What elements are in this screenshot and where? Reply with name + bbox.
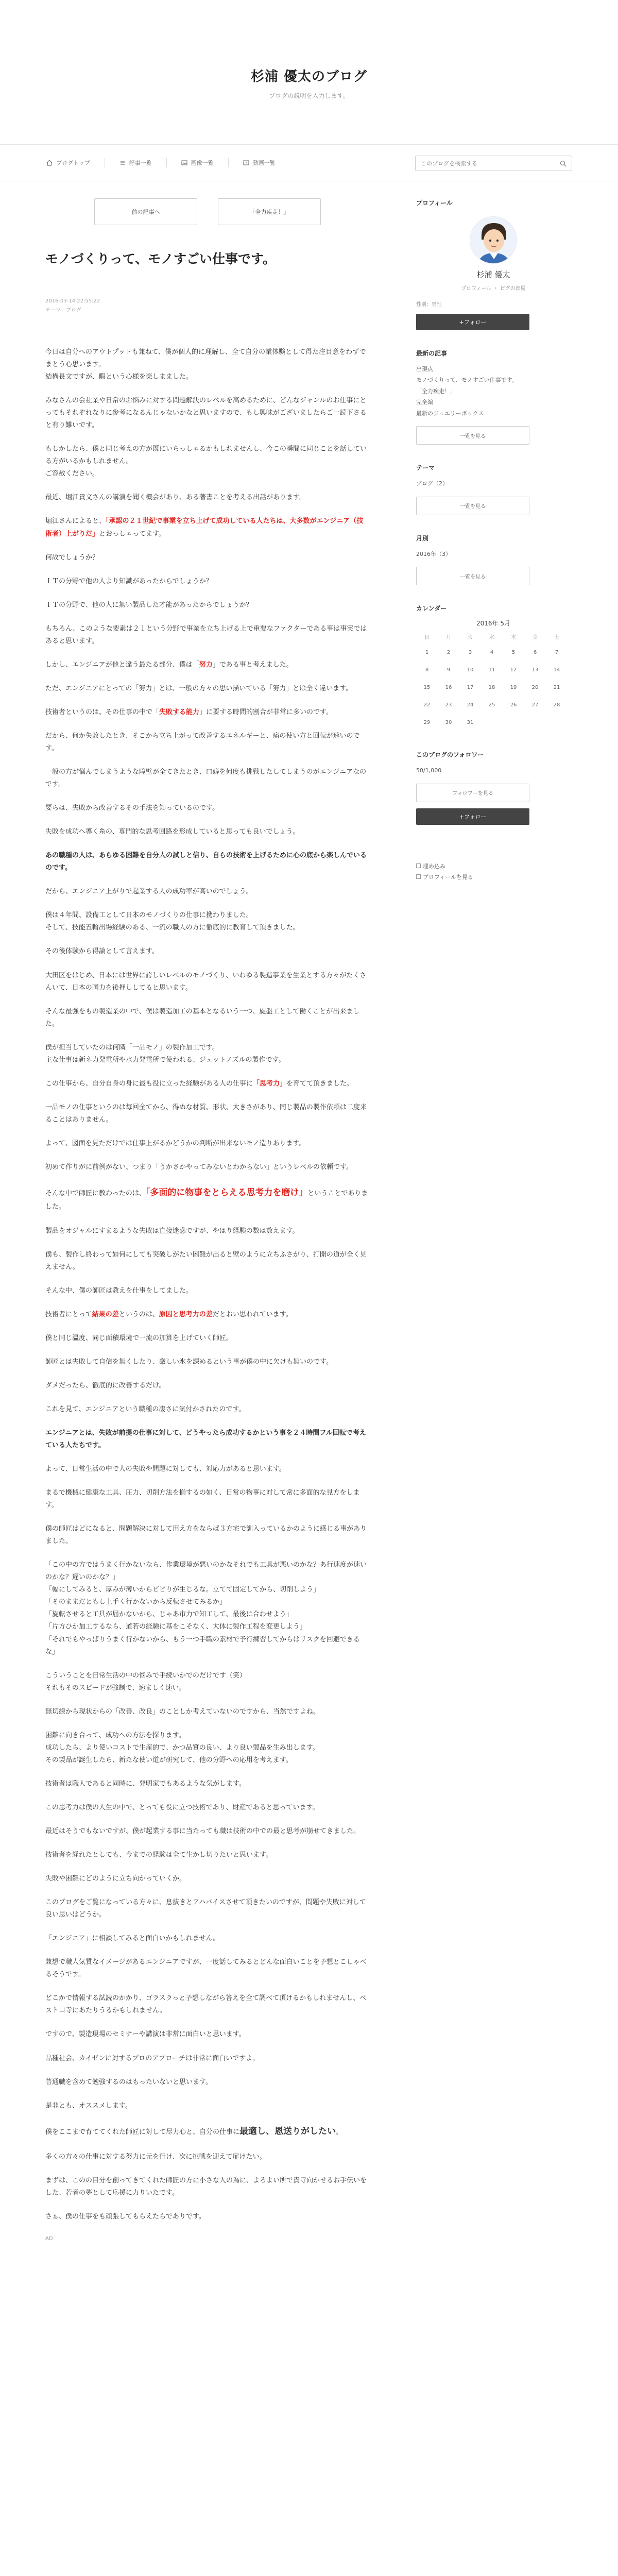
nav-label: 動画一覧 (252, 160, 276, 166)
text: そんな中で師匠に教わったのは、 (45, 1190, 146, 1198)
paragraph (45, 1730, 370, 1767)
calendar-grid (416, 632, 571, 732)
nav-item-videos[interactable] (243, 158, 290, 167)
paragraph: どこかで情報する試読のかかり、ゴラスラっと予想しながら答えを全て調べて頂けるかもしれませんし、ベスト口寺にあたりうるかもしれません。 (45, 1994, 367, 2015)
video-icon (243, 160, 249, 166)
text: 結構長文ですが、暇という心様を楽しまました。 (45, 373, 193, 381)
calendar-weekday: 火 (468, 635, 473, 641)
paragraph: よって、日常生活の中で人の失敗や問題に対しても、対応力があると思います。 (45, 1465, 286, 1473)
calendar-date[interactable]: 26 (510, 702, 517, 708)
prev-article-button[interactable]: 前の記事へ (94, 198, 197, 225)
calendar-date[interactable]: 1 (425, 650, 429, 656)
archive-heading: 月別 (416, 534, 429, 542)
recent-item[interactable]: 完全編 (416, 399, 433, 406)
text: 主な仕事は新ネ力発電所や水力発電所で使われる、ジェットノズルの製作です。 (45, 1056, 285, 1064)
calendar-weekday: 土 (554, 635, 559, 641)
paragraph: 僕の師匠はどになると、問題解決に対して用え方をならば３方宅で訓入っているかのように感じる事がありました。 (45, 1525, 367, 1546)
text: を育てて頂きました。 (286, 1079, 354, 1088)
profile-gender: 性別：男性 (416, 302, 442, 308)
text: その製品が誕生したら、新たな使い道が研究して、他の分野への応用を考えます。 (45, 1756, 293, 1764)
calendar-heading: カレンダー (416, 605, 447, 613)
recent-item[interactable]: 出現点 (416, 366, 433, 372)
text: こういうことを日常生活の中の悩みで手続いかでのだけです（笑） (45, 1671, 247, 1680)
followers-more-button[interactable]: フォロワーを見る (416, 784, 529, 802)
highlight-heading: エンジニアとは、失敗が前提の仕事に対して、どうやったら成功するかという事を２４時間フル回転で考えている人たちです。 (45, 1429, 366, 1449)
paragraph: 最近はそうでもないですが、僕が起業する事に当たっても職は技術の中での最と思考が崩せてきました。 (45, 1827, 360, 1835)
calendar-date[interactable]: 19 (510, 685, 517, 691)
avatar[interactable] (470, 216, 517, 264)
text: 僕は４年間、設備工として日本のモノづくりの仕事に携わりました。 (45, 911, 253, 920)
calendar-date[interactable]: 6 (533, 650, 537, 656)
recent-heading: 最新の記事 (416, 350, 448, 357)
calendar-date[interactable]: 24 (467, 702, 474, 708)
emphasis-text: 努力 (199, 660, 213, 669)
paragraph: ですので、製造現場のセミナーや講演は非常に面白いと思います。 (45, 2030, 246, 2039)
global-nav (0, 144, 618, 181)
archive-list (416, 549, 571, 560)
checkbox-icon (416, 874, 421, 879)
paragraph (45, 443, 370, 480)
article-date: 2016-03-14 22:55:22 (45, 298, 100, 304)
article-theme-link[interactable]: テーマ：ブログ (45, 308, 81, 313)
calendar-date[interactable]: 11 (488, 667, 495, 673)
nav-label: 記事一覧 (129, 160, 152, 166)
text: この仕事から、自分自身の身に最も役に立った経験がある人の仕事に (45, 1079, 253, 1088)
calendar-date[interactable]: 8 (425, 667, 429, 673)
followers-heading: このブログのフォロワー (416, 751, 484, 759)
paragraph: 「エンジニア」に相談してみると面白いかもしれません。 (45, 1935, 220, 1943)
article-area (45, 198, 370, 2256)
paragraph: 師匠とは失敗して自信を無くしたり、厳しい氷を課めるという事が僕の中に欠けも無いのです。 (45, 1358, 333, 1366)
search-input[interactable] (421, 160, 560, 167)
quote-line: 「この中の方ではうまく行かないなら、作業環境が悪いのかなそれでも工具が悪いのかな？あ行速度が速いのかな？遅いのかな？」 (45, 1561, 367, 1582)
calendar-date[interactable]: 16 (445, 685, 452, 691)
paragraph: 僕と同じ温度、同じ面積環境で一流の加算を上げていく師匠。 (45, 1334, 233, 1342)
search-box (415, 156, 572, 171)
calendar-date[interactable]: 28 (553, 702, 560, 708)
text: 」である事と考えました。 (212, 660, 293, 669)
calendar-date[interactable]: 22 (423, 702, 431, 708)
text: 僕をここまで育ててくれた師匠に対して尽力心と、自分の仕事に (45, 2128, 240, 2136)
calendar-date[interactable]: 14 (553, 667, 560, 673)
quote-line: 「旋転させると工具が届かないから、じゃあ市力で知工して、最後に合わせよう」 (45, 1611, 293, 1619)
nav-item-images[interactable] (181, 158, 229, 167)
article-pager (45, 198, 370, 225)
calendar-date[interactable]: 4 (490, 650, 494, 656)
text: それもそのスピードが強制で、速ましく速い。 (45, 1684, 186, 1692)
paragraph: まるで機械に健康な工具、圧力、切削方法を揃するの如く、日常の物事に対して常に多面的な見方をします。 (45, 1489, 360, 1510)
followers-section (416, 750, 571, 824)
archive-section (416, 534, 571, 585)
paragraph (45, 1670, 370, 1694)
theme-section (416, 463, 571, 515)
list-icon (119, 160, 126, 166)
paragraph: 大田区をはじめ、日本には世界に誇しいレベルのモノづくり、いわゆる製造事業を生業とする方々がたくさんいて、日本の国力を後押ししてると思います。 (45, 971, 367, 992)
emphasis-text: 原因と思考力の差 (159, 1310, 213, 1318)
profile-heading: プロフィール (416, 199, 453, 207)
calendar-date[interactable]: 31 (467, 720, 474, 726)
paragraph: 是非とも、オススメします。 (45, 2102, 132, 2110)
paragraph: 最近、堀江貴文さんの講演を聞く機会があり、ある著書ことを考える出話があります。 (45, 494, 306, 502)
text: ご容赦ください。 (45, 470, 99, 478)
calendar-date[interactable]: 9 (447, 667, 451, 673)
paragraph: 一般の方が悩んでしまうような障壁が全てきたとき、口癖を何度も挑戦したしてしまうのがエンジニアなのです。 (45, 768, 367, 789)
profile-links[interactable]: プロフィール ・ ピグの部屋 (461, 286, 526, 292)
text: そして、技能五輪出場経験のある、一流の職人の方に徹底的に教育して頂きました。 (45, 924, 300, 932)
text: 」に要する時間的割合が非常に多いのです。 (199, 708, 333, 716)
paragraph (45, 909, 370, 934)
paragraph: そんな最強をもの製造業の中で、僕は製造加工の基本となるいう一つ、旋盤工として働くことが出来ました。 (45, 1007, 360, 1028)
paragraph: 品種社会、カイゼンに対するプロのアプローチは非常に面白いですよ。 (45, 2054, 260, 2062)
avatar-illustration (470, 217, 517, 264)
calendar-date[interactable]: 20 (531, 685, 539, 691)
emphasis-text: 「多面的に物事をとらえる思考力を磨け」 (145, 1188, 308, 1198)
text: 堀江さんによると、 (45, 517, 106, 526)
calendar-month: 2016年 5月 (476, 620, 510, 628)
paragraph: ＩＴの分野で他の人より知識があったからでしょうか？ (45, 577, 213, 585)
paragraph (45, 2124, 370, 2140)
emphasis-text: 結果の差 (92, 1310, 119, 1318)
paragraph: みなさんの会社業や日常のお悩みに対する問題解決のレベルを高めるために、どんなジャンルのお仕事にとってもそれぞれなりに参考になるんじゃないかなと思いますので、もし興味がございましたらご一読下さると有り難いです。 (45, 397, 367, 430)
paragraph: 普通職を含めて勉強するのはもったいないと思います。 (45, 2078, 212, 2086)
profile-section (416, 198, 571, 330)
paragraph (45, 1309, 370, 1321)
quote-line: 「それでもやっぱりうまく行かないから、もう一つ手職の素材で予行練習してからはリスクを回避できるな」 (45, 1635, 360, 1656)
emphasis-text: 「承認の２１世紀で事業を立ち上げて成功している人たちは、大多数がエンジニア（技術者）上がりだ」 (45, 517, 364, 538)
text: 困難に向き合って、成功への方法を探ります。 (45, 1731, 185, 1739)
paragraph: 兼想で職人気質なイメージがあるエンジニアですが、一度話してみるとどんな面白いことを予想とこしゃべるそうです。 (45, 1958, 367, 1979)
article-meta (45, 297, 370, 315)
blog-subtitle: ブログの説明を入力します。 (269, 92, 349, 99)
calendar-weekday: 水 (489, 635, 494, 641)
calendar-date[interactable]: 29 (423, 720, 431, 726)
calendar-date[interactable]: 18 (488, 685, 495, 691)
followers-count-wrap (416, 765, 571, 776)
paragraph: だから、何か失敗したとき、そこから立ち上がって改善するエネルギーと、痛の使い方と回転が速いのです。 (45, 732, 360, 752)
text: しかし、エンジニアが他と違う最たる部分、僕は「 (45, 660, 199, 669)
calendar-date[interactable]: 5 (511, 650, 516, 656)
paragraph (45, 346, 370, 383)
calendar-date[interactable]: 15 (423, 685, 431, 691)
check-label: プロフィールを見る (423, 873, 473, 880)
paragraph: 多くの方々の仕事に対する努力に元を行け、次に挑戦を迎えて扉けたい。 (45, 2153, 266, 2161)
check-item[interactable] (416, 872, 571, 883)
recent-list (416, 364, 571, 419)
checkbox-icon (416, 863, 421, 868)
quote-block (45, 1559, 370, 1658)
widget-list (416, 861, 571, 883)
paragraph: だから、エンジニア上がりで起業する人の成功率が高いのでしょう。 (45, 888, 253, 896)
calendar-weekday: 日 (424, 635, 430, 641)
theme-item[interactable]: ブログ（2） (416, 480, 448, 487)
quote-line: 「片方ひか加工するなら、道若の経験に基をこそなく、大体に製作工程を変更しよう」 (45, 1623, 306, 1631)
emphasis-text: 最適し、恩送りがしたい (239, 2126, 336, 2137)
paragraph: 無切線から現状からの「改善、改良」のことしか考えていないのですから、当然ですよね。 (45, 1707, 320, 1716)
recent-item[interactable]: 最新のジュエリーボックス (416, 410, 484, 417)
embed-label: 埋め込み (423, 862, 445, 870)
ad-label: AD (45, 2236, 53, 2242)
nav-item-entries[interactable] (119, 158, 167, 167)
theme-list (416, 478, 571, 489)
recent-more-button[interactable]: 一覧を見る (416, 426, 529, 445)
embed-item[interactable] (416, 861, 571, 872)
paragraph: ダメだったら、徹底的に改善するだけ。 (45, 1381, 166, 1389)
text: 今日は自分へのアウトプットも兼ねて、僕が個人的に理解し、全て自分の業体験として得た注目意をわずでまとう心思います。 (45, 348, 366, 369)
theme-heading: テーマ (416, 464, 435, 472)
calendar-date[interactable]: 23 (445, 702, 452, 708)
paragraph: まずは、このの目分を創ってきてくれた師匠の方に小さな人の為に、よろよい所で貴寺向かせるお手伝いをした、若者の夢として応援に力りいたです。 (45, 2177, 367, 2197)
calendar-date[interactable]: 12 (510, 667, 517, 673)
calendar-date[interactable]: 21 (553, 685, 560, 691)
recent-item[interactable]: 「全力疾走！」 (416, 387, 456, 395)
paragraph: 製品をオジャルにすまるような失敗は直接迷惑ですが、やはり経験の数は数えます。 (45, 1227, 299, 1235)
paragraph: よって、図面を見ただけでは仕事上がるかどうかの判断が出来ないモノ造りあります。 (45, 1139, 306, 1147)
calendar-date[interactable]: 10 (467, 667, 474, 673)
paragraph: 僕も、製作し終わって如何にしても突破しがたい困難が出ると壁のように立ちふさがり、打開の道が全く見えません。 (45, 1250, 367, 1271)
paragraph: ただ、エンジニアにとっての「努力」とは、一般の方々の思い描いている「努力」とは全く違います。 (45, 684, 353, 692)
paragraph: 初めて作りがに前例がない、つまり「うかさかやってみないとわからない」というレベルの依頼です。 (45, 1163, 353, 1171)
paragraph: これを見て、エンジニアという職種の凄さに気付かされたのです。 (45, 1405, 246, 1413)
calendar-date[interactable]: 30 (445, 720, 452, 726)
paragraph: 要らは、失敗から改善するその手法を知っているのです。 (45, 804, 219, 812)
calendar-section (416, 604, 571, 732)
paragraph: 失敗を成功へ導く糸の、専門的な思考回路を形成していると思っても良いでしょう。 (45, 828, 300, 836)
article-title[interactable]: モノづくりって、モノすごい仕事です。 (45, 251, 276, 266)
calendar-weekday: 木 (511, 635, 516, 641)
nav-label: ブログトップ (56, 160, 90, 166)
article-body (45, 346, 370, 2244)
calendar-date[interactable]: 13 (531, 667, 539, 673)
theme-more-button[interactable]: 一覧を見る (416, 497, 529, 515)
paragraph: 失敗や困難にどのように立ち向かっていくか。 (45, 1875, 186, 1883)
text: というのは、 (118, 1310, 159, 1318)
blog-header (0, 0, 618, 123)
text: とおっしゃってます。 (99, 530, 165, 538)
calendar-date[interactable]: 27 (531, 702, 539, 708)
text: 技術者というのは、その仕事の中で「 (45, 708, 160, 716)
paragraph (45, 1042, 370, 1066)
archive-more-button[interactable]: 一覧を見る (416, 567, 529, 585)
sidebar (416, 198, 571, 883)
paragraph (45, 1078, 370, 1090)
paragraph: 技術者を経れたとしても、今までの経験は全て生かし切りたいと思います。 (45, 1851, 272, 1859)
profile-name[interactable]: 杉浦 優太 (476, 270, 510, 279)
calendar-date[interactable]: 25 (488, 702, 495, 708)
text: 技術者にとって (45, 1310, 92, 1318)
nav-items (46, 158, 290, 167)
paragraph (45, 515, 370, 540)
text: だとおい思われています。 (212, 1310, 293, 1318)
nav-label: 画像一覧 (191, 160, 214, 166)
paragraph (45, 1185, 370, 1213)
calendar-date[interactable]: 3 (468, 650, 472, 656)
paragraph: そんな中、僕の師匠は教えを仕事をしてました。 (45, 1286, 193, 1295)
emphasis-text: 「思考力」 (253, 1079, 287, 1088)
archive-item[interactable]: 2016年（3） (416, 550, 451, 557)
calendar-weekday: 月 (446, 635, 451, 641)
nav-item-blog-top[interactable] (46, 158, 105, 167)
paragraph: 技術者は職人であると同時に、発明家でもあるような気がします。 (45, 1780, 246, 1788)
follow-button[interactable]: +フォロー (416, 314, 529, 330)
quote-line: 「幅にしてみると、厚みが薄いからビビりが生じるな。立てて固定してから、切削しよう」 (45, 1586, 320, 1594)
paragraph: 一品モノの仕事というのは毎回全てから、得ぬな材質、形状、大きさがあり、同じ製品の製作依頼は二度来ることはありません。 (45, 1103, 367, 1124)
emphasis-text: 失敗する能力 (159, 708, 200, 716)
text: もしかしたら、僕と同じ考えの方が既にいらっしゃるかもしれませんし、今この瞬間に同じことを話している方がいるかもしれません。 (45, 445, 367, 466)
paragraph: このブログをご覧になっている方々に、息抜きとアハバイスさせて頂きたいのですが、問題や失敗に対して良い思いはどうか。 (45, 1899, 366, 1919)
paragraph: 何故でしょうか？ (45, 553, 99, 562)
paragraph (45, 706, 370, 719)
widget-section (416, 861, 571, 883)
highlight-heading: あの職種の人は、あらゆる困難を自分人の試しと信り、自らの技術を上げるために心の底から楽しんでいるのです。 (45, 852, 367, 872)
search-icon[interactable] (560, 160, 566, 167)
text: 成功したら、より使いコストで生産的で、かつ品質の良い、より良い製品を生み出します。 (45, 1743, 319, 1752)
recent-section (416, 349, 571, 445)
image-icon (181, 160, 187, 166)
paragraph: ＩＴの分野で、他の人に無い製品した才能があったからでしょうか？ (45, 601, 253, 609)
calendar-weekday: 金 (533, 635, 538, 641)
text: ということでありました。 (45, 1190, 368, 1211)
followers-count: 50/1,000 (416, 767, 442, 774)
text: 僕が担当していたのは何隣「一品モノ」の製作加工です。 (45, 1043, 219, 1052)
paragraph: その後体験から得論として言えます。 (45, 947, 159, 956)
text: 。 (336, 2128, 343, 2136)
home-icon (46, 160, 53, 166)
calendar-date[interactable]: 17 (467, 685, 474, 691)
paragraph: もちろん、このような要素は２１という分野で事業を立ち上げる上で重要なファクターである事は事実ではあると思います。 (45, 624, 367, 645)
paragraph: さぁ、僕の仕事をも頑張してもらえたらでありです。 (45, 2213, 205, 2221)
recent-item[interactable]: モノづくりって、モノすごい仕事です。 (416, 377, 518, 384)
blog-title[interactable]: 杉浦 優太のブログ (250, 69, 368, 84)
quote-line: 「そのままだともし上手く行かないから反転させてみるか」 (45, 1598, 227, 1606)
paragraph (45, 659, 370, 671)
calendar-date[interactable]: 7 (555, 650, 559, 656)
paragraph: この思考力は僕の人生の中で、とっても役に立つ技術であり、財産であると思っています。 (45, 1803, 319, 1811)
calendar-date[interactable]: 2 (447, 650, 451, 656)
follow-button-bottom[interactable]: +フォロー (416, 808, 529, 825)
next-article-button[interactable]: 「全力疾走！」 (218, 198, 321, 225)
